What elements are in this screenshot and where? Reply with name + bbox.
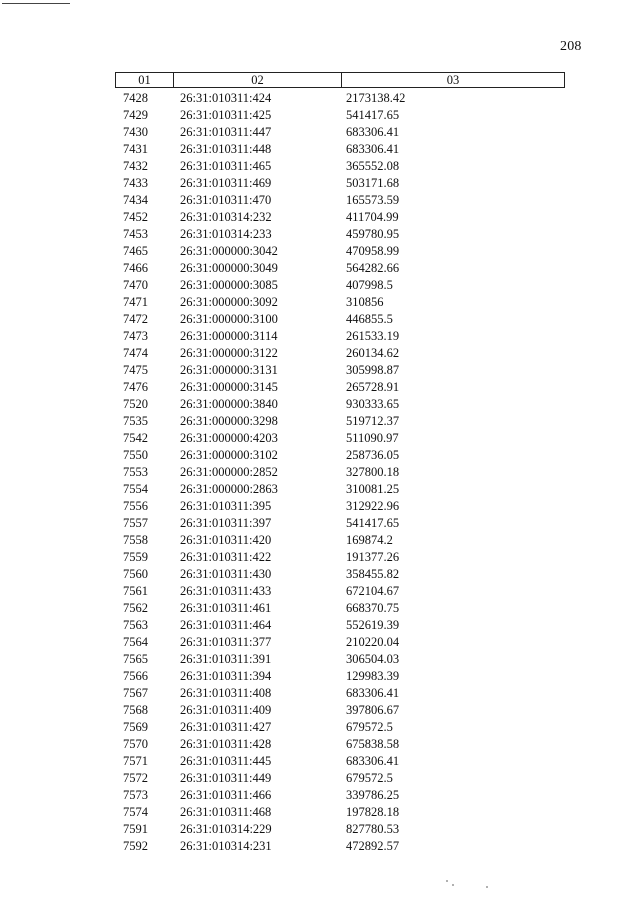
page-number: 208: [560, 39, 582, 54]
cadastral-number-cell: 26:31:010311:424: [180, 91, 272, 105]
cadastral-number-cell: 26:31:010311:427: [180, 720, 272, 734]
cadastral-number-cell: 26:31:010311:395: [180, 499, 272, 513]
cadastral-number-cell: 26:31:010314:231: [180, 839, 272, 853]
cadastral-number-cell: 26:31:010311:409: [180, 703, 272, 717]
row-number-cell: 7472: [123, 312, 148, 326]
value-cell: 397806.67: [346, 703, 400, 717]
table-row: [0, 328, 640, 345]
row-number-cell: 7554: [123, 482, 148, 496]
cadastral-number-cell: 26:31:010311:408: [180, 686, 272, 700]
row-number-cell: 7432: [123, 159, 148, 173]
cadastral-number-cell: 26:31:010311:470: [180, 193, 272, 207]
table-row: [0, 396, 640, 413]
value-cell: 446855.5: [346, 312, 393, 326]
value-cell: 129983.39: [346, 669, 400, 683]
cadastral-number-cell: 26:31:000000:3131: [180, 363, 278, 377]
row-number-cell: 7569: [123, 720, 148, 734]
row-number-cell: 7431: [123, 142, 148, 156]
column-header-01: 01: [116, 73, 174, 87]
table-row: [0, 753, 640, 770]
row-number-cell: 7570: [123, 737, 148, 751]
table-row: [0, 532, 640, 549]
row-number-cell: 7557: [123, 516, 148, 530]
table-row: [0, 651, 640, 668]
cadastral-number-cell: 26:31:000000:3145: [180, 380, 278, 394]
row-number-cell: 7566: [123, 669, 148, 683]
value-cell: 197828.18: [346, 805, 400, 819]
value-cell: 459780.95: [346, 227, 400, 241]
value-cell: 310081.25: [346, 482, 400, 496]
scan-speck: [446, 880, 448, 882]
table-row: [0, 124, 640, 141]
cadastral-number-cell: 26:31:000000:3102: [180, 448, 278, 462]
table-row: [0, 294, 640, 311]
value-cell: 679572.5: [346, 771, 393, 785]
cadastral-number-cell: 26:31:010311:466: [180, 788, 272, 802]
table-row: [0, 90, 640, 107]
table-row: [0, 821, 640, 838]
table-row: [0, 787, 640, 804]
value-cell: 683306.41: [346, 686, 400, 700]
row-number-cell: 7560: [123, 567, 148, 581]
cadastral-number-cell: 26:31:000000:3092: [180, 295, 278, 309]
value-cell: 679572.5: [346, 720, 393, 734]
row-number-cell: 7429: [123, 108, 148, 122]
cadastral-number-cell: 26:31:010311:391: [180, 652, 272, 666]
value-cell: 261533.19: [346, 329, 400, 343]
row-number-cell: 7520: [123, 397, 148, 411]
row-number-cell: 7474: [123, 346, 148, 360]
value-cell: 668370.75: [346, 601, 400, 615]
value-cell: 358455.82: [346, 567, 400, 581]
table-row: [0, 481, 640, 498]
value-cell: 541417.65: [346, 108, 400, 122]
value-cell: 165573.59: [346, 193, 400, 207]
row-number-cell: 7573: [123, 788, 148, 802]
value-cell: 2173138.42: [346, 91, 406, 105]
table-row: [0, 498, 640, 515]
value-cell: 470958.99: [346, 244, 400, 258]
table-row: [0, 838, 640, 855]
row-number-cell: 7562: [123, 601, 148, 615]
value-cell: 310856: [346, 295, 384, 309]
table-row: [0, 260, 640, 277]
scan-speck: [452, 884, 454, 886]
row-number-cell: 7568: [123, 703, 148, 717]
value-cell: 339786.25: [346, 788, 400, 802]
row-number-cell: 7433: [123, 176, 148, 190]
cadastral-number-cell: 26:31:010311:461: [180, 601, 272, 615]
value-cell: 327800.18: [346, 465, 400, 479]
value-cell: 306504.03: [346, 652, 400, 666]
cadastral-number-cell: 26:31:010311:397: [180, 516, 272, 530]
value-cell: 564282.66: [346, 261, 400, 275]
table-body: [0, 90, 640, 855]
table-row: [0, 464, 640, 481]
table-row: [0, 277, 640, 294]
table-row: [0, 804, 640, 821]
table-row: [0, 770, 640, 787]
table-row: [0, 685, 640, 702]
row-number-cell: 7565: [123, 652, 148, 666]
table-row: [0, 379, 640, 396]
value-cell: 305998.87: [346, 363, 400, 377]
column-header-02: 02: [174, 73, 342, 87]
value-cell: 683306.41: [346, 142, 400, 156]
table-row: [0, 413, 640, 430]
table-row: [0, 345, 640, 362]
cadastral-number-cell: 26:31:010311:422: [180, 550, 272, 564]
value-cell: 472892.57: [346, 839, 400, 853]
value-cell: 930333.65: [346, 397, 400, 411]
row-number-cell: 7567: [123, 686, 148, 700]
row-number-cell: 7453: [123, 227, 148, 241]
row-number-cell: 7473: [123, 329, 148, 343]
value-cell: 503171.68: [346, 176, 400, 190]
table-row: [0, 736, 640, 753]
value-cell: 210220.04: [346, 635, 400, 649]
value-cell: 511090.97: [346, 431, 399, 445]
table-row: [0, 209, 640, 226]
row-number-cell: 7561: [123, 584, 148, 598]
cadastral-number-cell: 26:31:010311:448: [180, 142, 272, 156]
table-row: [0, 192, 640, 209]
row-number-cell: 7550: [123, 448, 148, 462]
row-number-cell: 7591: [123, 822, 148, 836]
row-number-cell: 7558: [123, 533, 148, 547]
cadastral-number-cell: 26:31:000000:3298: [180, 414, 278, 428]
value-cell: 191377.26: [346, 550, 400, 564]
table-row: [0, 634, 640, 651]
table-row: [0, 719, 640, 736]
table-row: [0, 549, 640, 566]
value-cell: 265728.91: [346, 380, 400, 394]
cadastral-number-cell: 26:31:010311:425: [180, 108, 272, 122]
value-cell: 683306.41: [346, 754, 400, 768]
value-cell: 552619.39: [346, 618, 400, 632]
row-number-cell: 7564: [123, 635, 148, 649]
value-cell: 258736.05: [346, 448, 400, 462]
row-number-cell: 7563: [123, 618, 148, 632]
top-rule: [2, 3, 70, 4]
cadastral-number-cell: 26:31:010311:468: [180, 805, 272, 819]
value-cell: 411704.99: [346, 210, 399, 224]
table-header: [115, 72, 565, 88]
table-row: [0, 702, 640, 719]
value-cell: 365552.08: [346, 159, 400, 173]
value-cell: 675838.58: [346, 737, 400, 751]
value-cell: 169874.2: [346, 533, 393, 547]
value-cell: 672104.67: [346, 584, 400, 598]
cadastral-number-cell: 26:31:000000:2863: [180, 482, 278, 496]
value-cell: 683306.41: [346, 125, 400, 139]
table-row: [0, 311, 640, 328]
cadastral-number-cell: 26:31:010311:433: [180, 584, 272, 598]
value-cell: 541417.65: [346, 516, 400, 530]
table-row: [0, 566, 640, 583]
cadastral-number-cell: 26:31:010311:469: [180, 176, 272, 190]
row-number-cell: 7434: [123, 193, 148, 207]
row-number-cell: 7574: [123, 805, 148, 819]
column-header-03: 03: [446, 73, 460, 87]
row-number-cell: 7592: [123, 839, 148, 853]
cadastral-number-cell: 26:31:000000:3100: [180, 312, 278, 326]
table-row: [0, 243, 640, 260]
table-row: [0, 226, 640, 243]
row-number-cell: 7553: [123, 465, 148, 479]
table-row: [0, 430, 640, 447]
value-cell: 260134.62: [346, 346, 400, 360]
cadastral-number-cell: 26:31:010314:232: [180, 210, 272, 224]
row-number-cell: 7466: [123, 261, 148, 275]
row-number-cell: 7571: [123, 754, 148, 768]
row-number-cell: 7542: [123, 431, 148, 445]
cadastral-number-cell: 26:31:010311:428: [180, 737, 272, 751]
cadastral-number-cell: 26:31:000000:3840: [180, 397, 278, 411]
cadastral-number-cell: 26:31:000000:3122: [180, 346, 278, 360]
cadastral-number-cell: 26:31:000000:3049: [180, 261, 278, 275]
row-number-cell: 7572: [123, 771, 148, 785]
row-number-cell: 7471: [123, 295, 148, 309]
table-row: [0, 668, 640, 685]
table-row: [0, 617, 640, 634]
value-cell: 827780.53: [346, 822, 400, 836]
row-number-cell: 7430: [123, 125, 148, 139]
table-row: [0, 583, 640, 600]
cadastral-number-cell: 26:31:010311:394: [180, 669, 272, 683]
cadastral-number-cell: 26:31:010311:420: [180, 533, 272, 547]
row-number-cell: 7452: [123, 210, 148, 224]
cadastral-number-cell: 26:31:000000:3042: [180, 244, 278, 258]
row-number-cell: 7428: [123, 91, 148, 105]
cadastral-number-cell: 26:31:000000:2852: [180, 465, 278, 479]
scan-speck: [486, 886, 488, 888]
table-row: [0, 141, 640, 158]
value-cell: 312922.96: [346, 499, 400, 513]
cadastral-number-cell: 26:31:000000:3114: [180, 329, 278, 343]
row-number-cell: 7475: [123, 363, 148, 377]
row-number-cell: 7535: [123, 414, 148, 428]
table-row: [0, 600, 640, 617]
table-row: [0, 515, 640, 532]
table-row: [0, 107, 640, 124]
row-number-cell: 7465: [123, 244, 148, 258]
cadastral-number-cell: 26:31:010311:465: [180, 159, 272, 173]
table-row: [0, 447, 640, 464]
cadastral-number-cell: 26:31:010311:430: [180, 567, 272, 581]
table-row: [0, 362, 640, 379]
row-number-cell: 7559: [123, 550, 148, 564]
cadastral-number-cell: 26:31:000000:3085: [180, 278, 278, 292]
cadastral-number-cell: 26:31:010311:447: [180, 125, 272, 139]
cadastral-number-cell: 26:31:000000:4203: [180, 431, 278, 445]
value-cell: 407998.5: [346, 278, 393, 292]
table-row: [0, 158, 640, 175]
value-cell: 519712.37: [346, 414, 400, 428]
cadastral-number-cell: 26:31:010314:229: [180, 822, 272, 836]
row-number-cell: 7476: [123, 380, 148, 394]
row-number-cell: 7556: [123, 499, 148, 513]
cadastral-number-cell: 26:31:010311:377: [180, 635, 272, 649]
cadastral-number-cell: 26:31:010311:464: [180, 618, 272, 632]
cadastral-number-cell: 26:31:010311:449: [180, 771, 272, 785]
table-row: [0, 175, 640, 192]
row-number-cell: 7470: [123, 278, 148, 292]
cadastral-number-cell: 26:31:010314:233: [180, 227, 272, 241]
cadastral-number-cell: 26:31:010311:445: [180, 754, 272, 768]
